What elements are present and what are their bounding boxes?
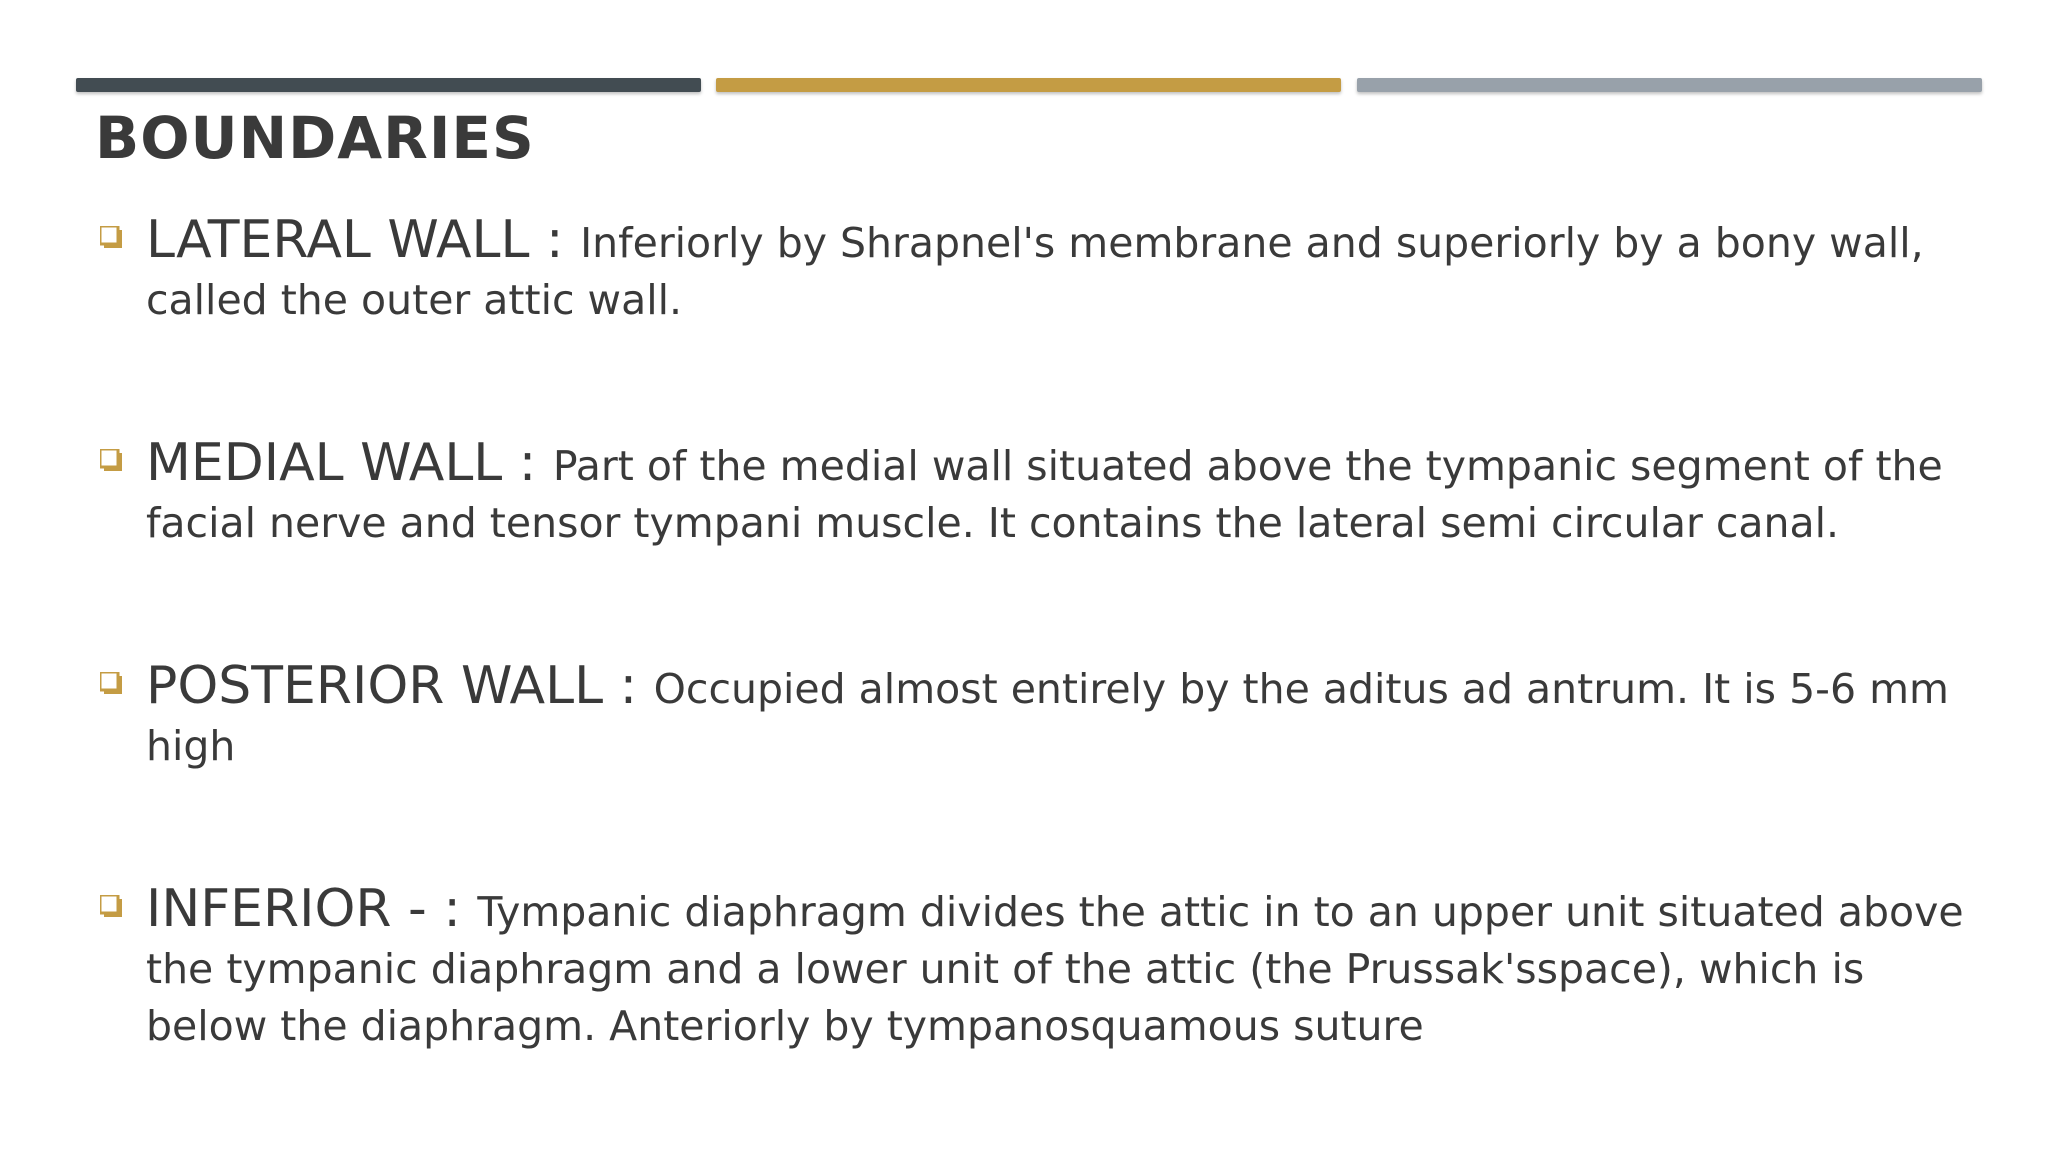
header-bar-dark [76, 78, 701, 92]
hollow-square-bullet-icon [100, 449, 122, 471]
item-heading: LATERAL WALL : [146, 210, 581, 270]
item-body: Tympanic diaphragm divides the attic in to an upper unit situated above the tympanic diaphragm and a lower unit of the attic (the Prussak'sspace), which is below the diaphragm. Anteriorly by tympanosquamous suture [146, 888, 1964, 1050]
hollow-square-bullet-icon [100, 672, 122, 694]
hollow-square-bullet-icon [100, 895, 122, 917]
slide-title: BOUNDARIES [95, 104, 535, 172]
list-item-lateral-wall [96, 212, 1996, 329]
list-item-medial-wall [96, 435, 1996, 552]
item-heading: INFERIOR - : [146, 879, 478, 939]
list-item-inferior [96, 881, 1996, 1055]
item-heading: MEDIAL WALL : [146, 433, 553, 493]
hollow-square-bullet-icon [100, 226, 122, 248]
item-body: Occupied almost entirely by the aditus ad antrum. It is 5-6 mm high [146, 665, 1949, 770]
item-heading: POSTERIOR WALL : [146, 656, 654, 716]
header-bar-gold [716, 78, 1341, 92]
boundaries-list [96, 212, 1996, 1055]
item-body: Part of the medial wall situated above the tympanic segment of the facial nerve and tensor tympani muscle. It contains the lateral semi circular canal. [146, 442, 1943, 547]
item-body: Inferiorly by Shrapnel's membrane and superiorly by a bony wall, called the outer attic wall. [146, 219, 1924, 324]
list-item-posterior-wall [96, 658, 1996, 775]
header-bar-gray [1357, 78, 1982, 92]
